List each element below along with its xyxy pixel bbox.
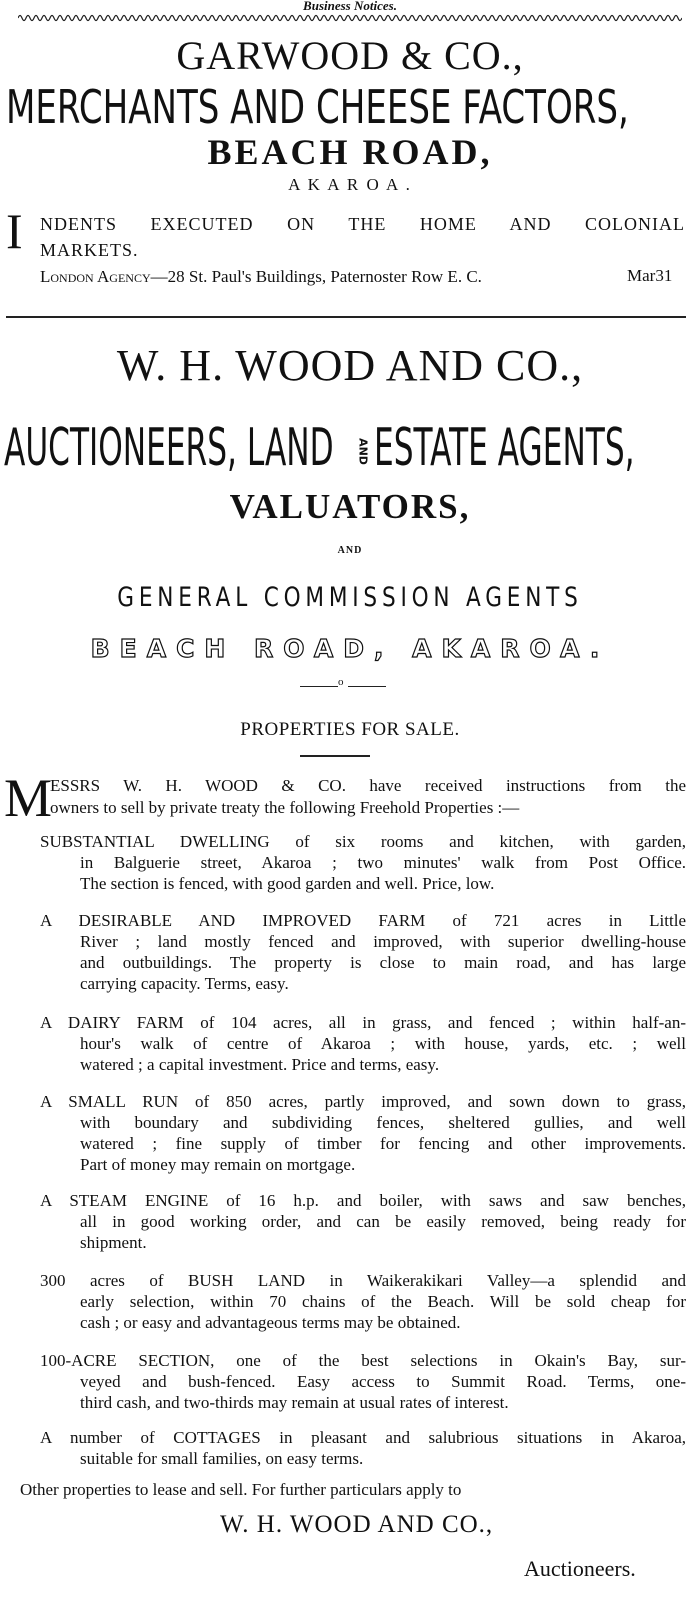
listing-line: third cash, and two-thirds may remain at usual rates of interest. xyxy=(80,1393,509,1412)
listing-bush-land xyxy=(40,1270,686,1333)
wood-name: W. H. WOOD AND CO., xyxy=(116,341,584,390)
garwood-address: BEACH ROAD, xyxy=(207,132,493,172)
listing-line: watered ; fine supply of timber for fencing and other improvements. xyxy=(80,1134,686,1153)
wavy-rule xyxy=(18,11,682,25)
closing-text: Other properties to lease and sell. For further particulars apply to xyxy=(20,1480,462,1499)
listing-line: all in good working order, and can be easily removed, being ready for xyxy=(80,1212,686,1231)
listing-line: A DESIRABLE AND IMPROVED FARM of 721 acres in Little xyxy=(40,911,686,930)
garwood-town: A K A R O A . xyxy=(288,175,412,194)
drop-cap-i: I xyxy=(6,203,23,259)
listing-line: 100-ACRE SECTION, one of the best selections in Okain's Bay, sur- xyxy=(40,1351,686,1370)
trade-and-ligature xyxy=(356,428,370,476)
wood-trade-right: ESTATE AGENTS, xyxy=(374,418,635,478)
listing-engine xyxy=(40,1190,686,1253)
title-underline xyxy=(300,755,370,757)
listing-line: A STEAM ENGINE of 16 h.p. and boiler, with saws and saw benches, xyxy=(40,1191,686,1210)
listing-line: SUBSTANTIAL DWELLING of six rooms and kitchen, with garden, xyxy=(40,832,686,851)
listing-line: and outbuildings. The property is close to main road, and has large xyxy=(80,953,686,972)
sep-mark: o xyxy=(338,676,344,688)
intro-line1: ESSRS W. H. WOOD & CO. have received instructions from the xyxy=(50,776,686,795)
listing-line: suitable for small families, on easy terms. xyxy=(80,1449,364,1468)
intro-line2: owners to sell by private treaty the following Freehold Properties :— xyxy=(50,798,520,817)
wood-commission: GENERAL COMMISSION AGENTS xyxy=(117,582,583,613)
listing-dwelling xyxy=(40,831,686,894)
agency-text: —28 St. Paul's Buildings, Paternoster Row E. C. xyxy=(150,267,482,286)
trade-and: AND xyxy=(356,438,370,465)
listing-line: A SMALL RUN of 850 acres, partly improved, and sown down to grass, xyxy=(40,1092,686,1111)
wood-address: BEACH ROAD, AKAROA. xyxy=(90,634,610,663)
listing-line: A DAIRY FARM of 104 acres, all in grass, and fenced ; within half-an- xyxy=(40,1013,686,1032)
sep-line-right xyxy=(348,686,386,687)
section-header: Business Notices. xyxy=(303,0,397,13)
listing-section xyxy=(40,1350,686,1413)
sep-line-left xyxy=(300,686,338,687)
drop-cap-m: M xyxy=(4,768,53,828)
wood-trade-left: AUCTIONEERS, LAND xyxy=(4,418,334,478)
listing-line: in Balguerie street, Akaroa ; two minutes' walk from Post Office. xyxy=(80,853,686,872)
garwood-indent-line2: MARKETS. xyxy=(40,240,139,260)
listing-line: shipment. xyxy=(80,1233,147,1252)
garwood-agency xyxy=(40,267,482,287)
listing-line: River ; land mostly fenced and improved, with superior dwelling-house xyxy=(80,932,686,951)
listing-line: cash ; or easy and advantageous terms may be obtained. xyxy=(80,1313,461,1332)
listing-line: with boundary and subdividing fences, sheltered gullies, and well xyxy=(80,1113,686,1132)
signature-title: Auctioneers. xyxy=(524,1556,636,1581)
listing-run xyxy=(40,1091,686,1175)
garwood-indent-line1: NDENTS EXECUTED ON THE HOME AND COLONIAL xyxy=(40,214,685,234)
listing-line: Part of money may remain on mortgage. xyxy=(80,1155,356,1174)
listing-line: early selection, within 70 chains of the Beach. Will be sold cheap for xyxy=(80,1292,686,1311)
listing-line: 300 acres of BUSH LAND in Waikerakikari Valley—a splendid and xyxy=(40,1271,686,1290)
garwood-name: GARWOOD & CO., xyxy=(176,33,524,78)
listing-dairy xyxy=(40,1012,686,1075)
signature: W. H. WOOD AND CO., xyxy=(220,1511,494,1538)
wood-and: AND xyxy=(337,545,363,556)
listing-line: veyed and bush-fenced. Easy access to Summit Road. Terms, one- xyxy=(80,1372,686,1391)
listing-line: watered ; a capital investment. Price and terms, easy. xyxy=(80,1055,440,1074)
wood-valuators: VALUATORS, xyxy=(229,487,471,526)
divider xyxy=(6,316,686,318)
garwood-date: Mar31 xyxy=(627,266,673,285)
listing-line: The section is fenced, with good garden and well. Price, low. xyxy=(80,874,495,893)
listing-line: carrying capacity. Terms, easy. xyxy=(80,974,289,993)
properties-title: PROPERTIES FOR SALE. xyxy=(240,719,460,740)
listing-cottages xyxy=(40,1427,686,1469)
listing-line: hour's walk of centre of Akaroa ; with house, yards, etc. ; well xyxy=(80,1034,686,1053)
garwood-trade: MERCHANTS AND CHEESE FACTORS, xyxy=(6,80,629,134)
agency-label: London Agency xyxy=(40,267,151,286)
listing-line: A number of COTTAGES in pleasant and salubrious situations in Akaroa, xyxy=(40,1428,686,1447)
listing-farm xyxy=(40,910,686,994)
